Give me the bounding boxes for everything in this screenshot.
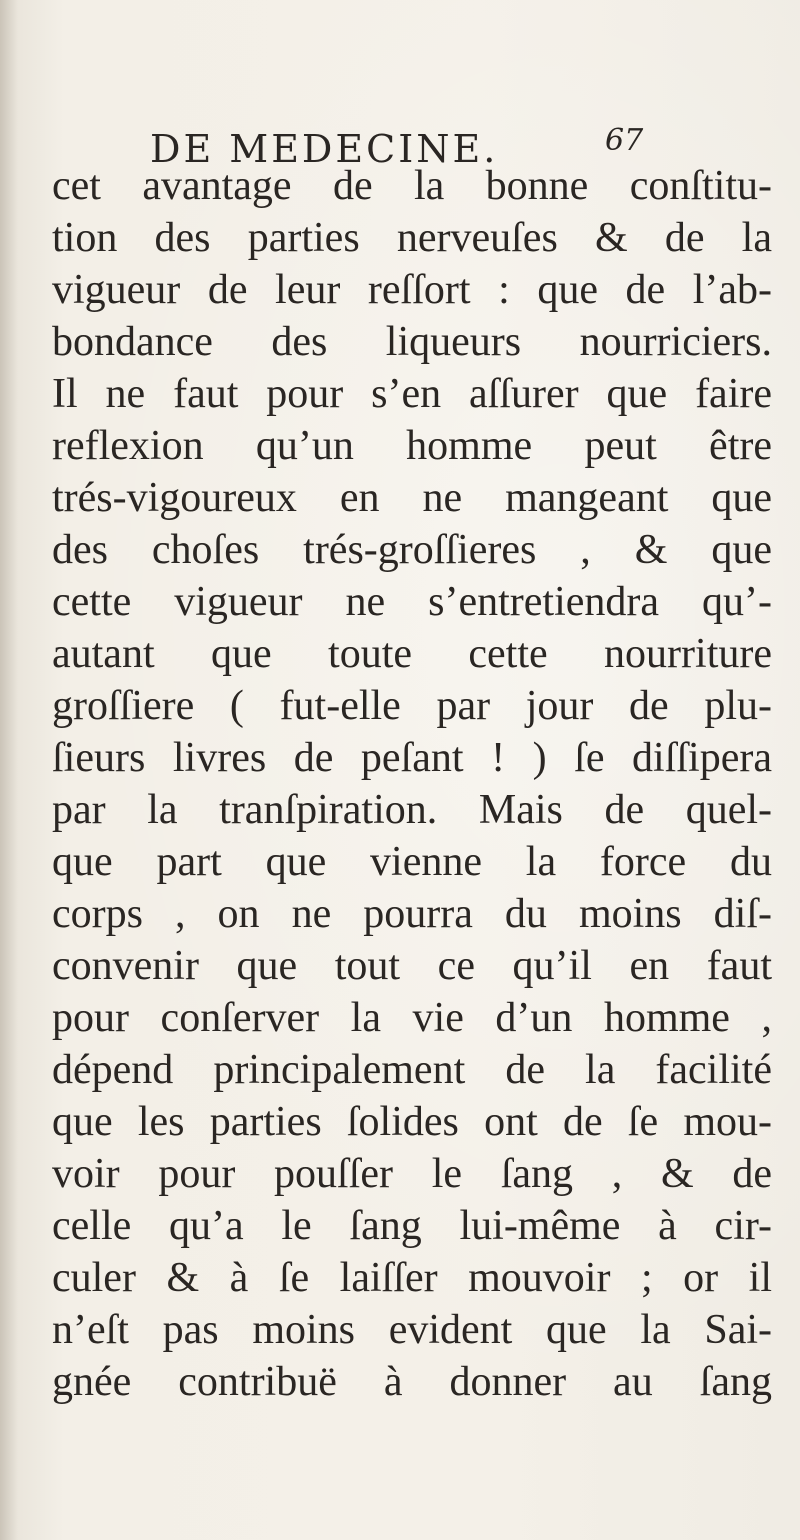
text-line: groſſiere ( fut-elle par jour de plu- [52,683,772,729]
text-line: Il ne faut pour s’en aſſurer que faire [52,371,772,417]
text-line: autant que toute cette nourriture [52,631,772,677]
text-line: que les parties ſolides ont de ſe mou- [52,1099,772,1145]
text-line: celle qu’a le ſang lui-même à cir- [52,1203,772,1249]
text-line: cet avantage de la bonne conſtitu- [52,163,772,209]
text-line: que part que vienne la force du [52,839,772,885]
text-line: pour conſerver la vie d’un homme , [52,995,772,1041]
body-text [52,160,772,1408]
text-line: tion des parties nerveuſes & de la [52,215,772,261]
running-head-title: DE MEDECINE. [150,127,499,171]
text-line: vigueur de leur reſſort : que de l’ab- [52,267,772,313]
text-line: bondance des liqueurs nourriciers. [52,319,772,365]
page-number: 67 [605,123,644,158]
text-line: cette vigueur ne s’entretiendra qu’- [52,579,772,625]
text-line: ſieurs livres de peſant ! ) ſe diſſipera [52,735,772,781]
text-line: trés-vigoureux en ne mangeant que [52,475,772,521]
page-fold-shadow [0,0,18,1540]
text-line: reflexion qu’un homme peut être [52,423,772,469]
text-line: des choſes trés-groſſieres , & que [52,527,772,573]
text-line: n’eſt pas moins evident que la Sai- [52,1307,772,1353]
text-line: dépend principalement de la facilité [52,1047,772,1093]
text-line: gnée contribuë à donner au ſang [52,1359,772,1405]
text-line: culer & à ſe laiſſer mouvoir ; or il [52,1255,772,1301]
text-line: voir pour pouſſer le ſang , & de [52,1151,772,1197]
text-line: corps , on ne pourra du moins diſ- [52,891,772,937]
text-line: par la tranſpiration. Mais de quel- [52,787,772,833]
text-line: convenir que tout ce qu’il en faut [52,943,772,989]
